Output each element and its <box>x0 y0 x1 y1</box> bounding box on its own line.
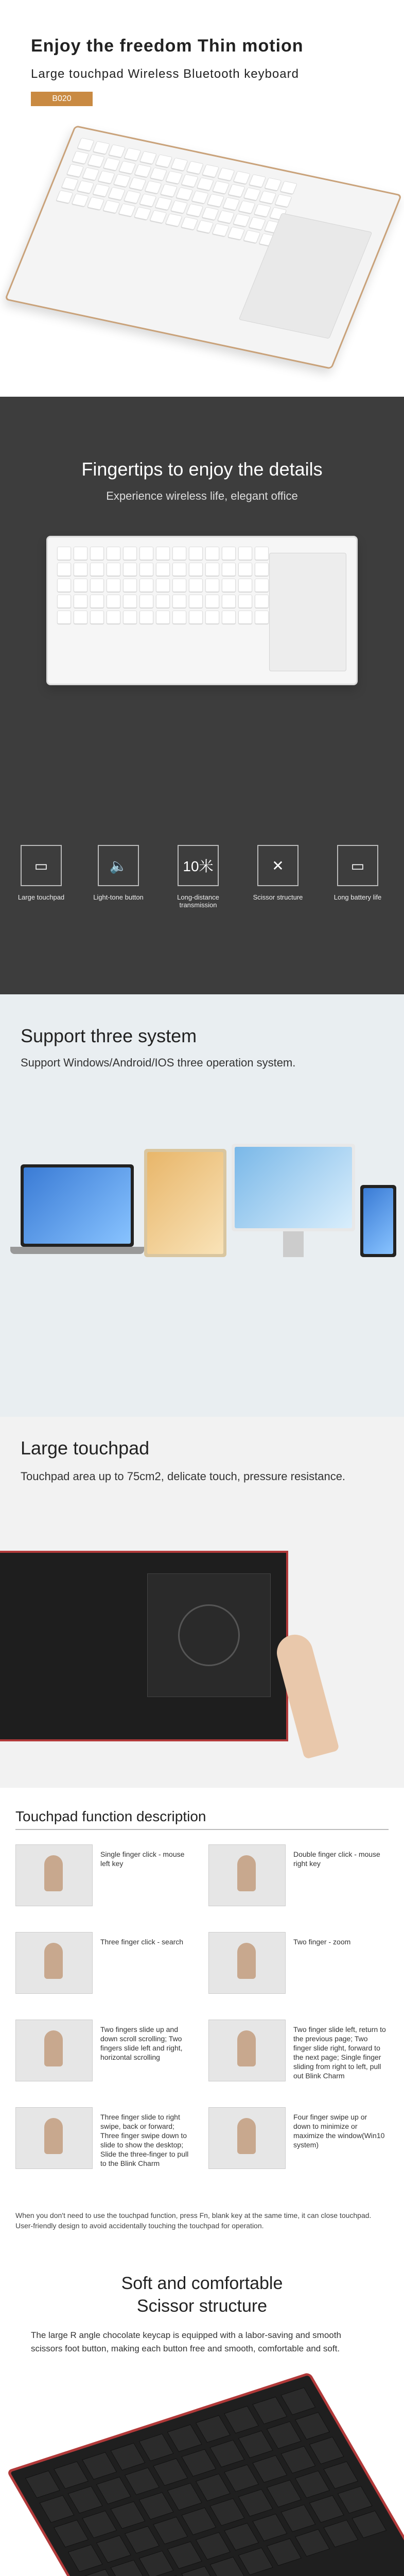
keycap <box>172 579 186 592</box>
touchpad-note: When you don't need to use the touchpad function, press Fn, blank key at the same time, it can close touchpad. User-friendly design to avoid accidentally touching the touchpad for operation. <box>15 2211 372 2230</box>
keycap <box>82 2511 117 2538</box>
keycap <box>352 2511 387 2538</box>
keycap <box>90 547 104 560</box>
keycap <box>153 2458 188 2486</box>
keycap <box>90 579 104 592</box>
keycap <box>218 167 235 181</box>
keycap <box>295 2529 330 2557</box>
keycap <box>254 204 271 217</box>
keycap <box>181 2449 216 2477</box>
keycap <box>107 563 120 576</box>
keycap <box>295 2412 330 2440</box>
keycap <box>57 579 71 592</box>
feature-touchpad: ▭ Large touchpad <box>15 845 67 901</box>
keycap <box>186 204 204 217</box>
keycap <box>202 207 219 220</box>
keycap <box>150 167 167 181</box>
keycap <box>205 547 219 560</box>
scissor-title: Soft and comfortable Scissor structure <box>121 2274 283 2316</box>
keycap <box>123 611 137 624</box>
touchpad-title: Large touchpad <box>21 1437 150 1459</box>
keycap <box>108 187 126 200</box>
gesture-image <box>15 2107 93 2169</box>
keycap <box>205 563 219 576</box>
keycap <box>222 563 236 576</box>
keycap <box>227 227 245 240</box>
keycap <box>238 595 252 608</box>
ten-meter-icon: 10米 <box>178 845 219 886</box>
keycap <box>196 2473 231 2501</box>
keycap <box>167 2541 202 2569</box>
keycap <box>156 611 170 624</box>
touchpad-subtitle: Touchpad area up to 75cm2, delicate touch, pressure resistance. <box>21 1470 346 1483</box>
keycap <box>113 174 131 187</box>
keycap <box>255 547 269 560</box>
keycap <box>156 563 170 576</box>
keycap <box>139 2492 174 2520</box>
keycap <box>323 2461 358 2489</box>
keycap <box>110 2443 145 2470</box>
keycap <box>87 154 105 167</box>
keycap <box>165 213 183 227</box>
touchpad-icon: ▭ <box>21 845 62 886</box>
keyboard-image <box>5 125 402 369</box>
system-title: Support three system <box>21 1025 197 1046</box>
keycap <box>54 2461 89 2489</box>
keycap <box>123 547 137 560</box>
keycap <box>68 2545 103 2572</box>
keycap <box>233 213 250 227</box>
gesture-zoom: Two finger - zoom <box>208 1932 394 1999</box>
laptop-image <box>21 1164 134 1247</box>
keycap <box>181 216 198 230</box>
gesture-image <box>15 2020 93 2081</box>
keycap <box>82 2452 117 2480</box>
keycap <box>98 171 115 184</box>
laptop-base <box>10 1247 144 1254</box>
keycap <box>228 184 245 197</box>
keycap <box>123 579 137 592</box>
keycap <box>238 2548 273 2575</box>
keycap <box>110 2560 145 2576</box>
keycap <box>238 579 252 592</box>
keycap <box>107 547 120 560</box>
keycap <box>255 563 269 576</box>
gesture-image <box>15 1844 93 1906</box>
system-subtitle: Support Windows/Android/IOS three operation system. <box>21 1056 296 1069</box>
keycap <box>243 230 261 243</box>
keycap <box>205 611 219 624</box>
gesture-three-click: Three finger click - search <box>15 1932 201 1999</box>
keycap <box>205 579 219 592</box>
keycap <box>275 194 292 207</box>
keycap <box>123 563 137 576</box>
keycap <box>295 2470 330 2498</box>
keycap <box>139 579 153 592</box>
keycap <box>77 138 95 151</box>
keycap <box>107 595 120 608</box>
hero-title: Enjoy the freedom Thin motion <box>31 36 304 56</box>
feature-scissor: ✕ Scissor structure <box>252 845 304 901</box>
gesture-four-finger: Four finger swipe up or down to minimize or maximize the window(Win10 system) <box>208 2107 394 2174</box>
keycap <box>107 579 120 592</box>
keycap <box>107 611 120 624</box>
keycap <box>224 2406 259 2434</box>
keycap <box>267 2538 302 2566</box>
keycap <box>238 563 252 576</box>
gesture-double-click: Double finger click - mouse right key <box>208 1844 394 1911</box>
keycap <box>205 595 219 608</box>
scissor-section <box>0 2241 404 2576</box>
keycap <box>222 595 236 608</box>
keycap <box>68 2486 103 2514</box>
fingertips-title: Fingertips to enjoy the details <box>81 459 323 480</box>
keycap <box>39 2495 74 2523</box>
keycap <box>82 167 100 180</box>
keycap <box>189 547 203 560</box>
keycap <box>172 595 186 608</box>
functions-section <box>0 1788 404 2241</box>
system-section <box>0 994 404 1417</box>
keycap <box>139 194 157 207</box>
keycap <box>56 190 74 204</box>
keycap <box>139 2551 174 2576</box>
keycap <box>212 181 230 194</box>
keycap <box>189 579 203 592</box>
keycap <box>155 154 172 167</box>
battery-icon: ▭ <box>337 845 378 886</box>
keycap <box>139 151 157 164</box>
keycap <box>267 2480 302 2507</box>
touchpad-section <box>0 1417 404 1788</box>
keycap <box>145 180 162 194</box>
keycap <box>197 220 214 233</box>
keycap <box>150 210 167 223</box>
keycap <box>338 2486 373 2514</box>
keycap <box>181 174 199 188</box>
keycap <box>156 595 170 608</box>
keycap <box>103 200 120 213</box>
functions-title: Touchpad function description <box>15 1808 206 1824</box>
phone-image <box>360 1185 396 1257</box>
speaker-icon: 🔈 <box>98 845 139 886</box>
keycap <box>171 158 188 171</box>
keycap <box>209 2498 244 2526</box>
keycap <box>202 164 219 178</box>
keycap <box>280 181 297 194</box>
keycap <box>93 183 110 197</box>
keycap <box>77 180 94 194</box>
keycap <box>172 547 186 560</box>
keycap <box>90 563 104 576</box>
keycap <box>280 2504 315 2532</box>
keycap <box>238 547 252 560</box>
keycap <box>172 611 186 624</box>
keycap <box>309 2436 344 2464</box>
keycap <box>139 595 153 608</box>
keycap <box>108 144 126 158</box>
keycap <box>165 171 183 184</box>
keycap <box>224 2464 259 2492</box>
keycap <box>118 161 136 174</box>
keycap <box>96 2535 131 2563</box>
keycap <box>222 197 240 210</box>
keycap <box>196 2532 231 2560</box>
keycap <box>238 200 256 214</box>
feature-light-tone: 🔈 Light-tone button <box>93 845 144 901</box>
keycap <box>280 2387 315 2415</box>
gesture-image <box>208 1844 286 1906</box>
keycap <box>123 595 137 608</box>
keycap <box>189 563 203 576</box>
keycap <box>191 191 209 204</box>
keycap <box>196 2415 231 2443</box>
keycap <box>74 547 87 560</box>
keycap <box>212 223 230 236</box>
keycap <box>222 547 236 560</box>
keycap <box>124 147 142 161</box>
keycap <box>54 2520 89 2548</box>
gesture-image <box>15 1932 93 1994</box>
keycap <box>61 177 79 190</box>
fingertips-subtitle: Experience wireless life, elegant office <box>106 489 298 502</box>
fingertips-section <box>0 397 404 994</box>
keycap <box>255 595 269 608</box>
keycap <box>57 611 71 624</box>
keycap <box>103 157 120 171</box>
keycap <box>72 193 89 207</box>
scissor-icon: ✕ <box>257 845 298 886</box>
keycap <box>309 2495 344 2523</box>
keycap <box>222 579 236 592</box>
keycap <box>125 2467 160 2495</box>
hero-section <box>0 0 404 397</box>
keycap <box>280 2446 315 2473</box>
keyboard-angle-image <box>6 2372 404 2576</box>
keycap <box>139 611 153 624</box>
gesture-image <box>208 2107 286 2169</box>
keyboard-closeup-image <box>0 1551 288 1741</box>
feature-battery: ▭ Long battery life <box>332 845 383 901</box>
keycap <box>66 164 84 177</box>
keycap <box>207 194 224 207</box>
keycap <box>222 611 236 624</box>
keycap <box>57 563 71 576</box>
keycap <box>139 547 153 560</box>
keycap <box>93 141 110 155</box>
keycap <box>110 2501 145 2529</box>
keycap <box>90 611 104 624</box>
tablet-image <box>144 1149 226 1257</box>
keycap <box>96 2477 131 2504</box>
keycap <box>243 187 261 200</box>
keyboard-top-image <box>46 536 358 685</box>
keycap <box>57 595 71 608</box>
keycap <box>74 595 87 608</box>
imac-image <box>232 1144 355 1231</box>
keycap <box>138 2433 173 2461</box>
keycap <box>249 217 266 230</box>
keycap <box>238 611 252 624</box>
keycap <box>224 2523 259 2551</box>
keycap <box>118 204 136 217</box>
gesture-two-finger-slide: Two finger slide left, return to the previous page; Two finger slide right, forward to the next page; Single finger sliding from right to left, pull out Blink Charm <box>208 2020 394 2087</box>
scissor-subtitle: The large R angle chocolate keycap is equipped with a labor-saving and smooth scissors foot button, making each button free and smooth, comfortable and soft. <box>31 2330 341 2353</box>
keycap <box>238 2489 273 2517</box>
keycap <box>249 174 266 188</box>
keycap <box>186 161 204 174</box>
keycap <box>189 611 203 624</box>
keycap <box>197 177 214 191</box>
keycap <box>252 2514 287 2541</box>
gesture-single-click: Single finger click - mouse left key <box>15 1844 201 1911</box>
keycap <box>323 2520 358 2548</box>
keycap <box>124 190 141 204</box>
keycap <box>155 197 172 210</box>
keycap <box>217 210 235 224</box>
gesture-scroll: Two fingers slide up and down scroll scrolling; Two fingers slide left and right, horizontal scrolling <box>15 2020 201 2087</box>
keycap <box>189 595 203 608</box>
keycap <box>153 2517 188 2545</box>
keycap <box>175 187 193 200</box>
keycap <box>129 177 147 191</box>
keycap <box>181 2507 216 2535</box>
keycap <box>134 207 151 220</box>
keycap <box>167 2425 202 2452</box>
keycap <box>25 2470 60 2498</box>
keycap <box>255 579 269 592</box>
keycap <box>209 2557 244 2576</box>
gesture-image <box>208 2020 286 2081</box>
keycap <box>265 177 282 191</box>
gesture-three-finger-slide: Three finger slide to right swipe, back or forward; Three finger swipe down to slide to show the desktop; Slide the three-finger to pull to the Blink Charm <box>15 2107 201 2174</box>
feature-distance: 10米 Long-distance transmission <box>172 845 224 909</box>
keycap <box>209 2439 244 2467</box>
keycap <box>87 197 104 210</box>
keycap <box>74 563 87 576</box>
keycap <box>252 2455 287 2483</box>
keycap <box>74 579 87 592</box>
keycap <box>125 2526 160 2554</box>
keycap <box>134 164 152 177</box>
keycap <box>233 171 251 184</box>
gesture-image <box>208 1932 286 1994</box>
keycap <box>156 547 170 560</box>
keycap <box>170 200 188 213</box>
keycap <box>57 547 71 560</box>
keycap <box>74 611 87 624</box>
keycap <box>238 2431 273 2459</box>
keycap <box>255 611 269 624</box>
keycap <box>160 184 178 197</box>
keycap <box>252 2397 287 2425</box>
keycap <box>259 191 276 204</box>
hero-subtitle: Large touchpad Wireless Bluetooth keyboard <box>31 67 299 81</box>
keycap <box>172 563 186 576</box>
title-divider <box>15 1829 389 1830</box>
keycap <box>139 563 153 576</box>
model-badge: B020 <box>31 92 93 106</box>
keycap <box>72 151 89 164</box>
keycap <box>156 579 170 592</box>
imac-stand <box>283 1231 304 1257</box>
keycap <box>267 2421 302 2449</box>
keycap <box>167 2483 202 2511</box>
keycap <box>90 595 104 608</box>
